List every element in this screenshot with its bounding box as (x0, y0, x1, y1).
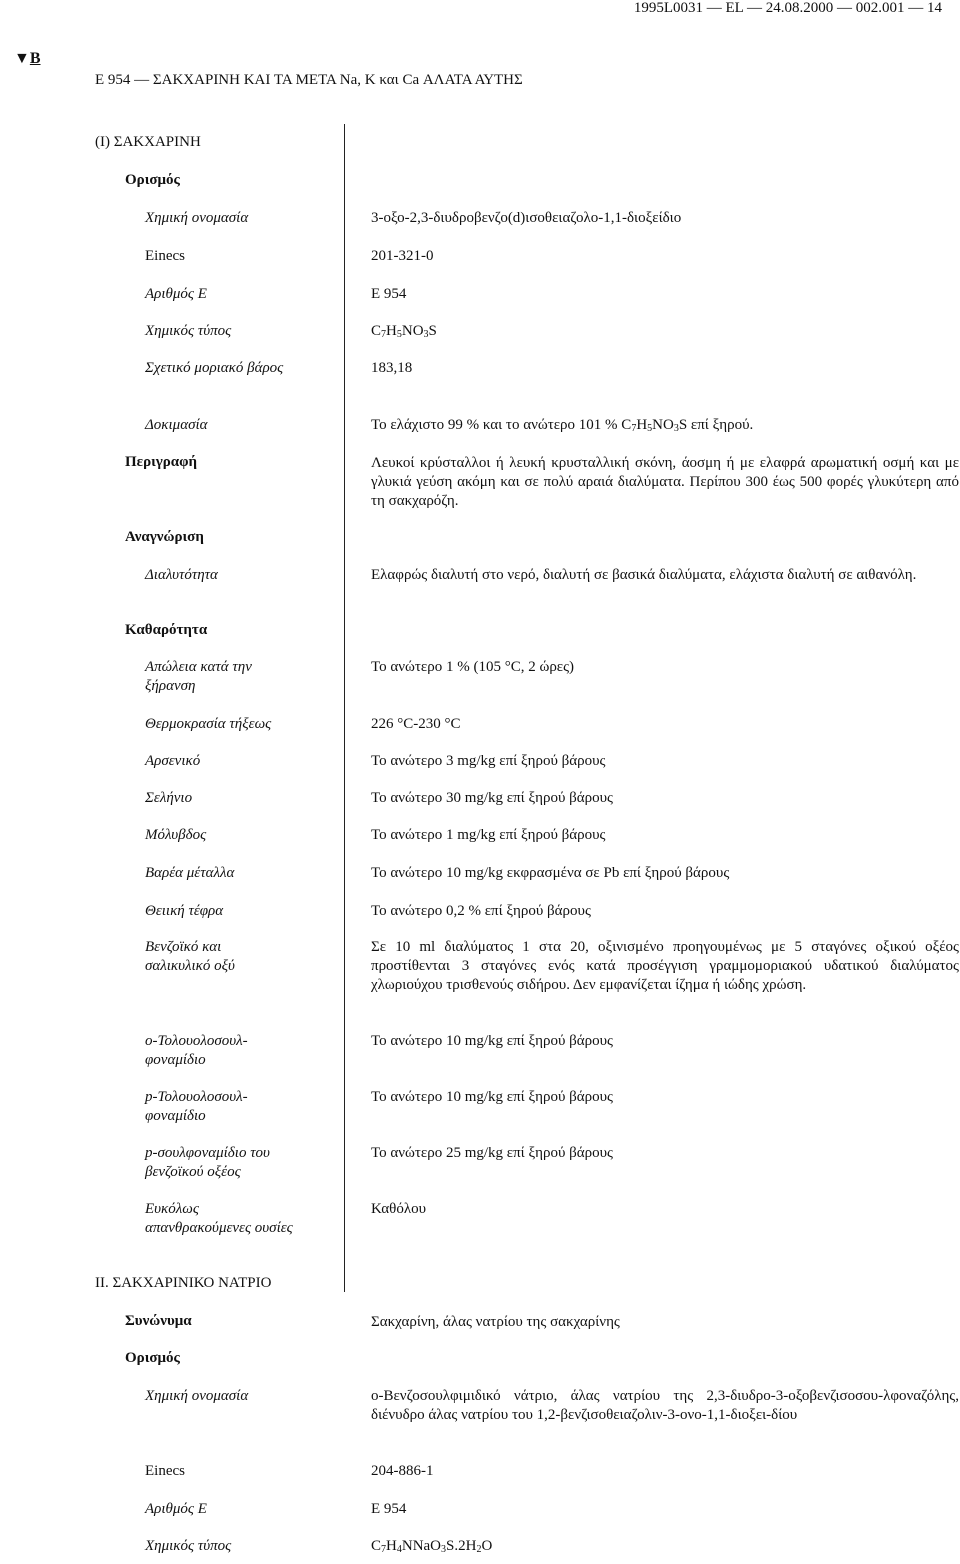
chem-name-label: Χημική ονομασία (145, 210, 249, 226)
purity-value-carbonisable: Καθόλου (371, 1201, 427, 1217)
purity-label-benzoic-salicylic: Βενζοϊκό και σαλικυλικό οξύ (145, 939, 235, 974)
document-title: E 954 — ΣΑΚΧΑΡΙΝΗ ΚΑΙ ΤΑ ΜΕΤΑ Na, K και Ca ΑΛΑΤΑ ΑΥΤΗΣ (95, 72, 523, 88)
chem-name-value: 3-οξο-2,3-διυδροβενζο(d)ισοθειαζολο-1,1-διοξείδιο (371, 210, 682, 226)
chem-name-label-2: Χημική ονομασία (145, 1388, 249, 1404)
description-heading: Περιγραφή (125, 454, 198, 470)
purity-label-heavy-metals: Βαρέα μέταλλα (145, 865, 235, 881)
purity-label-p-toluenesulfonamide: p-Τολουολοσουλ-φοναμίδιο (145, 1089, 248, 1124)
solubility-label: Διαλυτότητα (145, 567, 218, 583)
einecs-value: 201-321-0 (371, 248, 434, 264)
e-number-label: Αριθμός Ε (145, 286, 207, 302)
solubility-value: Ελαφρώς διαλυτή στο νερό, διαλυτή σε βασικά διαλύματα, ελάχιστα διαλυτή σε αιθανόλη. (371, 567, 917, 583)
assay-value: Το ελάχιστο 99 % και το ανώτερο 101 % $C_7H_5NO_3S$ επί ξηρού. (371, 417, 754, 434)
mol-weight-value: 183,18 (371, 360, 413, 376)
page-header: 1995L0031 — EL — 24.08.2000 — 002.001 — 14 (633, 0, 942, 16)
purity-value-heavy-metals: Το ανώτερο 10 mg/kg εκφρασμένα σε Pb επί ξηρού βάρους (371, 865, 730, 881)
purity-label-melting-point: Θερμοκρασία τήξεως (145, 716, 272, 732)
chem-name-value-2: o-Βενζοσουλφιμιδικό νάτριο, άλας νατρίου της 2,3-διυδρο-3-οξοβενζισοσου-λφοναζόλης, διένυδρο άλας νατρίου του 1,2-βενζισοθειαζολιν-3-ονο-1,1-διοξει-δίου (371, 1388, 959, 1423)
purity-value-benzoic-salicylic: Σε 10 ml διαλύματος 1 στα 20, οξινισμένο προηγουμένως με 5 σταγόνες οξικού οξέος προστίθενται 3 σταγόνες ενός κατά προσέγγιση γραμμομοριακού υδατικού διαλύματος χλωριούχου τρισθενούς σιδήρου. Δεν εμφανίζεται ίζημα ή ιώδης χρώση. (371, 939, 959, 993)
purity-value-lead: Το ανώτερο 1 mg/kg επί ξηρού βάρους (371, 827, 606, 843)
column-divider (344, 124, 345, 1292)
formula-label-2: Χημικός τύπος (145, 1538, 232, 1554)
einecs-value-2: 204-886-1 (371, 1463, 434, 1479)
purity-value-sulphated-ash: Το ανώτερο 0,2 % επί ξηρού βάρους (371, 903, 591, 919)
purity-value-loss-on-drying: Το ανώτερο 1 % (105 °C, 2 ώρες) (371, 659, 575, 675)
purity-label-sulfamoylbenzoic: p-σουλφοναμίδιο του βενζοϊκού οξέος (145, 1145, 270, 1180)
amendment-marker (14, 50, 41, 68)
triangle-down-icon: ▼ (14, 50, 30, 67)
purity-label-o-toluenesulfonamide: o-Τολουολοσουλ-φοναμίδιο (145, 1033, 248, 1068)
einecs-label-2: Einecs (145, 1463, 185, 1479)
definition-heading: Ορισμός (125, 172, 180, 188)
einecs-label: Einecs (145, 248, 185, 264)
synonyms-label: Συνώνυμα (125, 1313, 192, 1329)
marker-label: B (29, 50, 41, 67)
purity-label-selenium: Σελήνιο (145, 790, 193, 806)
purity-label-lead: Μόλυβδος (145, 827, 207, 843)
purity-value-arsenic: Το ανώτερο 3 mg/kg επί ξηρού βάρους (371, 753, 606, 769)
purity-value-p-toluenesulfonamide: Το ανώτερο 10 mg/kg επί ξηρού βάρους (371, 1089, 613, 1105)
formula-label: Χημικός τύπος (145, 323, 232, 339)
description-value: Λευκοί κρύσταλλοι ή λευκή κρυσταλλική σκόνη, άοσμη ή με ελαφρά αρωματική οσμή και με γλυκιά γεύση ακόμη και σε πολύ αραιά διαλύματα. Περίπου 300 έως 500 φορές γλυκύτερη από τη σακχαρόζη. (371, 455, 959, 509)
purity-value-melting-point: 226 °C-230 °C (371, 716, 461, 732)
purity-value-selenium: Το ανώτερο 30 mg/kg επί ξηρού βάρους (371, 790, 613, 806)
definition-heading-2: Ορισμός (125, 1350, 180, 1366)
assay-label: Δοκιμασία (145, 417, 208, 433)
purity-label-loss-on-drying: Απώλεια κατά την ξήρανση (145, 659, 252, 694)
section-heading-sodium-saccharin: II. ΣΑΚΧΑΡΙΝΙΚΟ ΝΑΤΡΙΟ (95, 1275, 272, 1291)
formula-value: $C_7H_5NO_3S$ (371, 323, 437, 340)
e-number-label-2: Αριθμός Ε (145, 1501, 207, 1517)
purity-value-sulfamoylbenzoic: Το ανώτερο 25 mg/kg επί ξηρού βάρους (371, 1145, 613, 1161)
purity-label-arsenic: Αρσενικό (145, 753, 201, 769)
purity-label-sulphated-ash: Θειική τέφρα (145, 903, 224, 919)
e-number-value-2: E 954 (371, 1501, 407, 1517)
purity-heading: Καθαρότητα (125, 622, 208, 638)
mol-weight-label: Σχετικό μοριακό βάρος (145, 360, 284, 376)
formula-value-2: $C_7H_4NNaO_3S.2H_2O$ (371, 1538, 493, 1555)
identification-heading: Αναγνώριση (125, 529, 204, 545)
synonyms-value: Σακχαρίνη, άλας νατρίου της σακχαρίνης (371, 1314, 620, 1330)
purity-label-carbonisable: Ευκόλως απανθρακούμενες ουσίες (145, 1201, 293, 1236)
purity-value-o-toluenesulfonamide: Το ανώτερο 10 mg/kg επί ξηρού βάρους (371, 1033, 613, 1049)
e-number-value: E 954 (371, 286, 407, 302)
section-heading-saccharin: (I) ΣΑΚΧΑΡΙΝΗ (95, 134, 201, 150)
